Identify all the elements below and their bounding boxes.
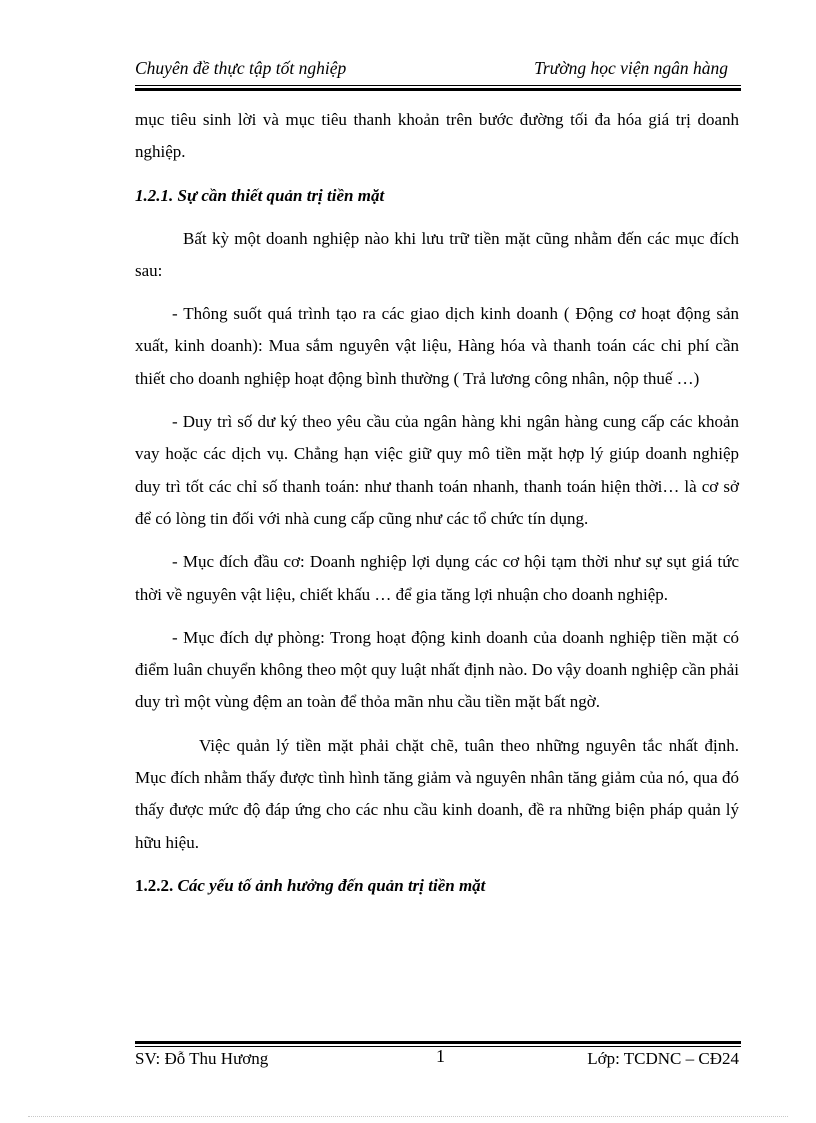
bullet-speculation: - Mục đích đầu cơ: Doanh nghiệp lợi dụng các cơ hội tạm thời như sự sụt giá tức thời về nguyên vật liệu, chiết khấu … để gia tăng lợi nhuận cho doanh nghiệp. — [135, 552, 739, 604]
header-rule-thick — [135, 88, 741, 91]
footer-rule-thick — [135, 1041, 741, 1044]
header-institution: Trường học viện ngân hàng — [534, 58, 728, 78]
section-title: Sự cần thiết quản trị tiền mặt — [177, 185, 385, 205]
header-rule-thin — [135, 85, 741, 86]
bullet-compensating-balance: - Duy trì số dư ký theo yêu cầu của ngân hàng khi ngân hàng cung cấp các khoản vay hoặc các dịch vụ. Chẳng hạn việc giữ quy mô tiền mặt hợp lý giúp doanh nghiệp duy trì tốt các chỉ số thanh toán: như thanh toán nhanh, thanh toán hiện thời… là cơ sở để có lòng tin đối với nhà cung cấp cũng như các tổ chức tín dụng. — [135, 412, 739, 528]
bullet-transactions: - Thông suốt quá trình tạo ra các giao dịch kinh doanh ( Động cơ hoạt động sản xuất, kinh doanh): Mua sắm nguyên vật liệu, Hàng hóa và thanh toán các chi phí cần thiết cho doanh nghiệp hoạt động bình thường ( Trả lương công nhân, nộp thuế …) — [135, 304, 739, 388]
header-document-title: Chuyên đề thực tập tốt nghiệp — [135, 58, 347, 78]
intro-paragraph: mục tiêu sinh lời và mục tiêu thanh khoản trên bước đường tối đa hóa giá trị doanh nghiệp. — [135, 110, 739, 162]
section-number: 1.2.1. — [135, 185, 174, 205]
footer-page-number: 1 — [436, 1046, 445, 1066]
footer-student-name: SV: Đỗ Thu Hương — [135, 1049, 269, 1068]
section-heading-1-2-2 — [135, 870, 739, 902]
page-footer — [135, 1046, 741, 1073]
purpose-paragraph: Bất kỳ một doanh nghiệp nào khi lưu trữ tiền mặt cũng nhằm đến các mục đích sau: — [135, 228, 739, 280]
section-heading-1-2-1 — [135, 180, 739, 212]
bullet-precaution: - Mục đích dự phòng: Trong hoạt động kinh doanh của doanh nghiệp tiền mặt có điểm luân chuyển không theo một quy luật nhất định nào. Do vậy doanh nghiệp cần phải duy trì một vùng đệm an toàn để thỏa mãn nhu cầu tiền mặt bất ngờ. — [135, 627, 739, 712]
page-bottom-border — [28, 1116, 788, 1117]
footer-class: Lớp: TCDNC – CĐ24 — [587, 1049, 739, 1068]
section-number: 1.2.2. — [135, 875, 174, 895]
management-paragraph: Việc quản lý tiền mặt phải chặt chẽ, tuân theo những nguyên tắc nhất định. Mục đích nhằm thấy được tình hình tăng giảm và nguyên nhân tăng giảm của nó, qua đó thấy được mức độ đáp ứng cho các nhu cầu kinh doanh, đề ra những biện pháp quản lý hữu hiệu. — [135, 735, 739, 852]
section-title: Các yếu tố ảnh hưởng đến quản trị tiền mặt — [177, 875, 486, 895]
page-header — [135, 58, 741, 82]
document-body — [135, 104, 739, 913]
